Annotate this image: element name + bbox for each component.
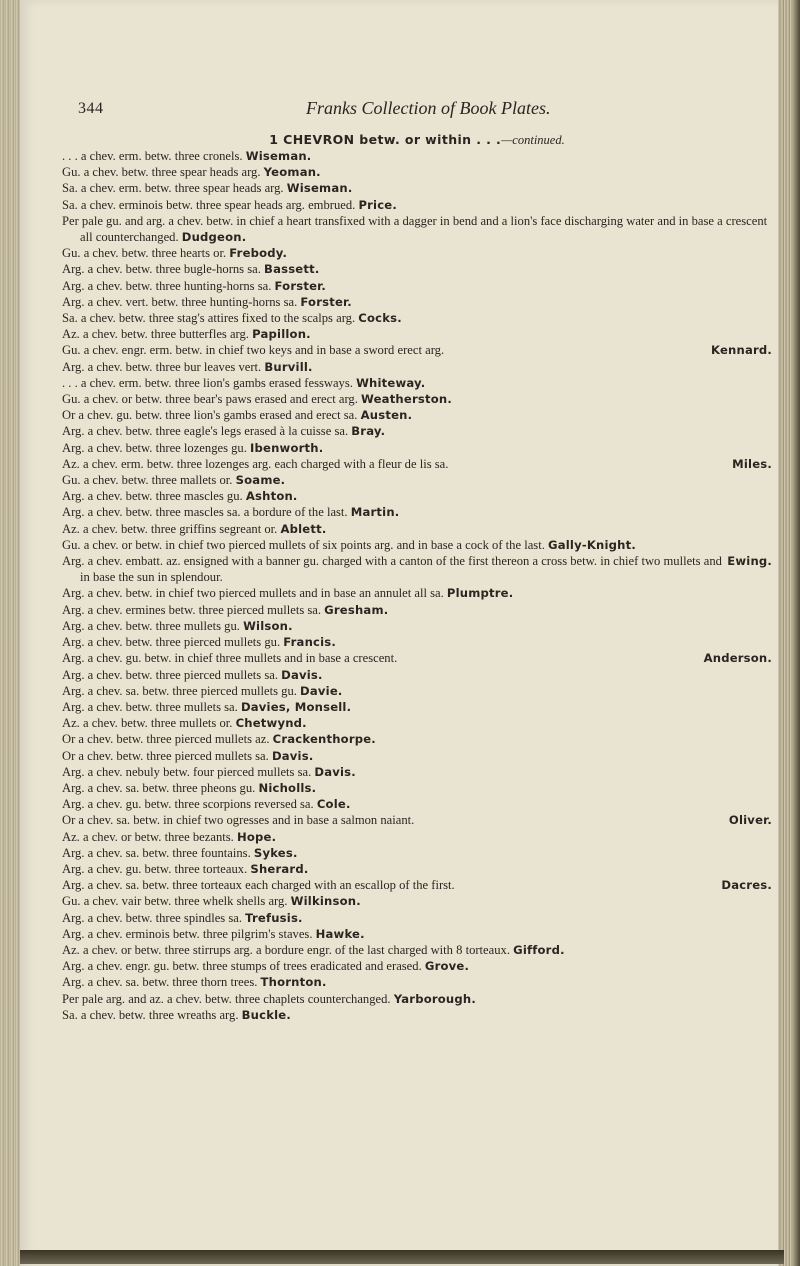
blazon-text: Arg. a chev. betw. three pierced mullets gu. [62,635,281,650]
blazon-text: Sa. a chev. betw. three wreaths arg. [62,1007,239,1022]
list-item [62,877,772,893]
family-name: Wiseman. [245,149,312,163]
page-body [62,132,772,1023]
list-item [62,521,772,537]
running-title: Franks Collection of Book Plates. [306,98,551,118]
family-name: Trefusis. [245,910,303,925]
family-name: Plumptre. [446,586,514,601]
blazon-text: Arg. a chev. gu. betw. three torteaux. [62,861,248,876]
list-item [62,893,772,909]
list-item [62,974,772,990]
list-item [62,504,772,520]
list-item [62,715,772,731]
family-name: Sherard. [250,861,309,876]
blazon-text: Arg. a chev. betw. three lozenges gu. [62,440,247,455]
list-item [62,942,772,958]
list-item [62,423,772,439]
list-item [62,278,772,294]
section-heading-text: 1 CHEVRON betw. or within . . . [269,132,502,147]
family-name: Crackenthorpe. [272,732,376,747]
list-item [62,180,772,196]
list-item [62,1007,772,1023]
family-name: Ashton. [245,489,298,504]
blazon-text: Arg. a chev. betw. three hunting-horns sa. [62,278,272,293]
family-name: Yeoman. [263,165,321,180]
blazon-text: Per pale gu. and arg. a chev. betw. in chief a heart transfixed with a dagger in bend and a lion's face discharging water and in base a crescent all counterchanged. [62,213,768,245]
list-item [62,699,772,715]
family-name: Ibenworth. [250,440,324,455]
blazon-text: Arg. a chev. betw. three bur leaves vert. [62,359,262,374]
family-name: Buckle. [241,1007,291,1022]
family-name: Nicholls. [258,780,317,795]
page-header [0,96,800,126]
family-name: Austen. [360,408,413,423]
list-item [62,845,772,861]
family-name: Gifford. [513,942,565,957]
blazon-text: Arg. a chev. erminois betw. three pilgrim's staves. [62,926,313,941]
family-name: Martin. [350,505,400,520]
blazon-text: Arg. a chev. betw. three spindles sa. [62,910,242,925]
blazon-text: Arg. a chev. gu. betw. in chief three mullets and in base a crescent. [62,651,398,666]
family-name: Forster. [274,278,327,293]
list-item [62,326,772,342]
family-name: Davis. [314,764,356,779]
list-item [62,456,772,472]
list-item [62,213,772,245]
blazon-text: Az. a chev. or betw. three stirrups arg. a bordure engr. of the last charged with 8 torteaux. [62,942,510,957]
blazon-text: Arg. a chev. gu. betw. three scorpions reversed sa. [62,797,314,812]
list-item [62,148,772,164]
list-item [62,910,772,926]
blazon-text: Sa. a chev. erminois betw. three spear heads arg. embrued. [62,197,356,212]
family-name: Bray. [351,424,386,439]
book-gutter-left [0,0,22,1266]
family-name: Gresham. [324,602,389,617]
family-name: Forster. [300,294,352,309]
list-item [62,342,772,358]
list-item [62,748,772,764]
blazon-text: Arg. a chev. engr. gu. betw. three stumps of trees eradicated and erased. [62,959,422,974]
family-name: Davis. [281,667,323,682]
blazon-text: Arg. a chev. betw. three pierced mullets sa. [62,667,278,682]
list-item [62,537,772,553]
family-name: Cole. [316,797,351,812]
list-item [62,829,772,845]
blazon-text: Arg. a chev. betw. three bugle-horns sa. [62,262,261,277]
list-item [62,958,772,974]
blazon-text: Arg. a chev. sa. betw. three pheons gu. [62,780,256,795]
family-name: Francis. [283,635,336,650]
blazon-text: Gu. a chev. vair betw. three whelk shells arg. [62,894,288,909]
blazon-text: Or a chev. betw. three pierced mullets az. [62,732,270,747]
entry-list [62,148,772,1023]
family-name: Davis. [271,748,314,763]
family-name: Cocks. [358,311,402,326]
list-item [62,650,772,666]
list-item [62,796,772,812]
list-item [62,812,772,828]
blazon-text: Arg. a chev. ermines betw. three pierced mullets sa. [62,602,322,617]
list-item [62,391,772,407]
list-item [62,488,772,504]
blazon-text: Per pale arg. and az. a chev. betw. three chaplets counterchanged. [62,991,391,1006]
family-name: Burvill. [264,359,313,374]
list-item [62,780,772,796]
blazon-text: Sa. a chev. betw. three stag's attires fixed to the scalps arg. [62,311,356,326]
family-name: Oliver. [728,813,772,828]
blazon-text: Gu. a chev. betw. three spear heads arg. [62,165,261,180]
blazon-text: Arg. a chev. nebuly betw. four pierced mullets sa. [62,764,312,779]
page-edge-right [778,0,800,1266]
blazon-text: . . . a chev. erm. betw. three lion's gambs erased fessways. [62,375,353,390]
family-name: Yarborough. [393,991,476,1006]
family-name: Sykes. [253,845,298,860]
list-item [62,764,772,780]
family-name: Whiteway. [356,375,426,390]
blazon-text: Arg. a chev. embatt. az. ensigned with a banner gu. charged with a canton of the first thereon a cross betw. in chief two mullets and in base the sun in splendour. [62,554,722,585]
blazon-text: Az. a chev. erm. betw. three lozenges arg. each charged with a fleur de lis sa. [62,456,449,471]
family-name: Wiseman. [286,181,353,196]
family-name: Papillon. [252,327,311,342]
family-name: Price. [358,197,397,212]
family-name: Bassett. [264,262,320,277]
list-item [62,164,772,180]
page-number: 344 [78,100,104,117]
list-item [62,359,772,375]
list-item [62,375,772,391]
blazon-text: Gu. a chev. betw. three hearts or. [62,246,227,261]
list-item [62,683,772,699]
list-item [62,197,772,213]
family-name: Anderson. [703,651,772,666]
list-item [62,731,772,747]
list-item [62,634,772,650]
blazon-text: . . . a chev. erm. betw. three cronels. [62,149,243,163]
family-name: Ablett. [280,521,327,536]
blazon-text: Arg. a chev. betw. three mullets sa. [62,699,238,714]
list-item [62,310,772,326]
blazon-text: Or a chev. gu. betw. three lion's gambs erased and erect sa. [62,408,358,423]
family-name: Hawke. [315,926,365,941]
blazon-text: Gu. a chev. or betw. in chief two pierced mullets of six points arg. and in base a cock of the last. [62,537,545,552]
list-item [62,602,772,618]
blazon-text: Az. a chev. betw. three butterfles arg. [62,327,249,342]
list-item [62,440,772,456]
family-name: Kennard. [711,343,772,358]
family-name: Hope. [236,829,277,844]
family-name: Davie. [300,683,343,698]
blazon-text: Az. a chev. betw. three mullets or. [62,716,233,731]
blazon-text: Arg. a chev. betw. three eagle's legs erased à la cuisse sa. [62,424,349,439]
bottom-edge [20,1250,784,1264]
list-item [62,294,772,310]
blazon-text: Gu. a chev. betw. three mallets or. [62,473,233,488]
list-item [62,553,772,585]
blazon-text: Or a chev. betw. three pierced mullets sa. [62,748,269,763]
family-name: Wilson. [243,618,293,633]
family-name: Wilkinson. [290,894,361,909]
list-item [62,407,772,423]
family-name: Frebody. [229,246,288,261]
blazon-text: Arg. a chev. sa. betw. three thorn trees. [62,975,258,990]
list-item [62,261,772,277]
section-heading-continued: —continued. [501,133,565,147]
list-item [62,618,772,634]
family-name: Ewing. [727,554,772,569]
family-name: Dudgeon. [181,230,247,245]
blazon-text: Az. a chev. or betw. three bezants. [62,829,234,844]
section-heading [62,132,772,148]
blazon-text: Az. a chev. betw. three griffins segreant or. [62,521,278,536]
family-name: Grove. [424,959,470,974]
page-edge-shadow [792,0,800,1266]
blazon-text: Arg. a chev. betw. three mascles gu. [62,489,243,504]
blazon-text: Arg. a chev. sa. betw. three fountains. [62,845,251,860]
blazon-text: Arg. a chev. sa. betw. three pierced mullets gu. [62,683,297,698]
family-name: Thornton. [260,975,327,990]
list-item [62,245,772,261]
family-name: Soame. [235,473,286,488]
family-name: Chetwynd. [235,716,307,731]
blazon-text: Or a chev. sa. betw. in chief two ogresses and in base a salmon naiant. [62,813,415,828]
list-item [62,667,772,683]
family-name: Davies, Monsell. [240,699,352,714]
blazon-text: Gu. a chev. engr. erm. betw. in chief two keys and in base a sword erect arg. [62,343,445,358]
list-item [62,926,772,942]
blazon-text: Gu. a chev. or betw. three bear's paws erased and erect arg. [62,392,358,407]
list-item [62,861,772,877]
blazon-text: Arg. a chev. betw. three mullets gu. [62,618,240,633]
list-item [62,585,772,601]
family-name: Weatherston. [361,392,452,407]
blazon-text: Arg. a chev. betw. in chief two pierced mullets and in base an annulet all sa. [62,586,444,601]
blazon-text: Sa. a chev. erm. betw. three spear heads arg. [62,181,284,196]
family-name: Gally-Knight. [548,537,636,552]
family-name: Dacres. [721,878,772,893]
family-name: Miles. [732,456,772,471]
blazon-text: Arg. a chev. sa. betw. three torteaux each charged with an escallop of the first. [62,878,455,893]
blazon-text: Arg. a chev. vert. betw. three hunting-horns sa. [62,294,298,309]
list-item [62,472,772,488]
list-item [62,991,772,1007]
blazon-text: Arg. a chev. betw. three mascles sa. a bordure of the last. [62,505,348,520]
